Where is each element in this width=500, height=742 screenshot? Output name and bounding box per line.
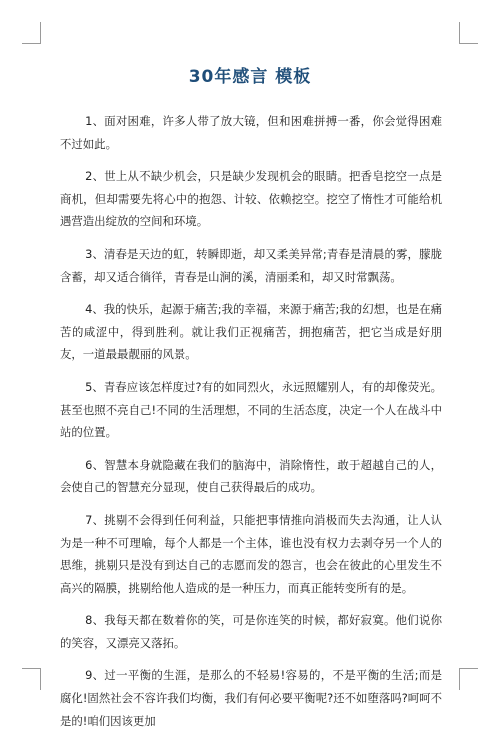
- crop-mark-bottom-right-horizontal: [459, 668, 478, 669]
- crop-mark-bottom-right-vertical: [459, 668, 460, 690]
- paragraph-4: 4、我的快乐，起源于痛苦;我的幸福，来源于痛苦;我的幻想，也是在痛苦的咸涩中，得到胜利。就让我们正视痛苦，拥抱痛苦，把它当成是好朋友，一道最最靓丽的风景。: [60, 302, 442, 362]
- document-title: 30年感言 模板: [188, 67, 312, 87]
- crop-mark-top-left-vertical: [40, 22, 41, 44]
- document-body: [60, 110, 442, 742]
- crop-mark-top-right-horizontal: [459, 43, 478, 44]
- crop-mark-top-left-horizontal: [22, 43, 41, 44]
- paragraph-8: 8、我每天都在数着你的笑，可是你连笑的时候，都好寂寞。他们说你的笑容，又漂亮又落拓。: [60, 613, 442, 650]
- crop-mark-bottom-left-horizontal: [22, 668, 41, 669]
- paragraph-5: 5、青春应该怎样度过?有的如同烈火，永远照耀别人，有的却像荧光。甚至也照不亮自己!不同的生活理想，不同的生活态度，决定一个人在战斗中站的位置。: [60, 379, 442, 440]
- paragraph-1: 1、面对困难，许多人带了放大镜，但和困难拼搏一番，你会觉得困难不过如此。: [60, 114, 442, 151]
- crop-mark-bottom-left-vertical: [40, 668, 41, 690]
- paragraph-7: 7、挑剔不会得到任何利益，只能把事情推向消极而失去沟通，让人认为是一种不可理喻，每个人都是一个主体，谁也没有权力去剥夺另一个人的思维，挑剔只是没有到达自己的志愿而发的怨言，也会在彼此的心里发生不高兴的隔膜，挑剔给他人造成的是一种压力，而真正能转变所有的是。: [60, 512, 442, 595]
- paragraph-3: 3、清春是天边的虹，转瞬即逝，却又柔美异常;青春是清晨的雾，朦胧含蓄，却又适合徜徉，青春是山涧的溪，清丽柔和，却又时常飘荡。: [60, 246, 442, 284]
- paragraph-9: 9、过一平衡的生涯，是那么的不轻易!容易的，不是平衡的生活;而是腐化!固然社会不容许我们均衡，我们有何必要平衡呢?还不如堕落吗?呵呵不是的!咱们因该更加: [60, 668, 442, 728]
- crop-mark-top-right-vertical: [459, 22, 460, 44]
- paragraph-6: 6、智慧本身就隐藏在我们的脑海中，消除惰性，敢于超越自己的人，会使自己的智慧充分显现，使自己获得最后的成功。: [60, 457, 442, 495]
- paragraph-2: 2、世上从不缺少机会，只是缺少发现机会的眼睛。把香皂挖空一点是商机，但却需要先将心中的抱怨、计较、依赖挖空。挖空了惰性才可能给机遇营造出绽放的空间和环境。: [60, 169, 442, 229]
